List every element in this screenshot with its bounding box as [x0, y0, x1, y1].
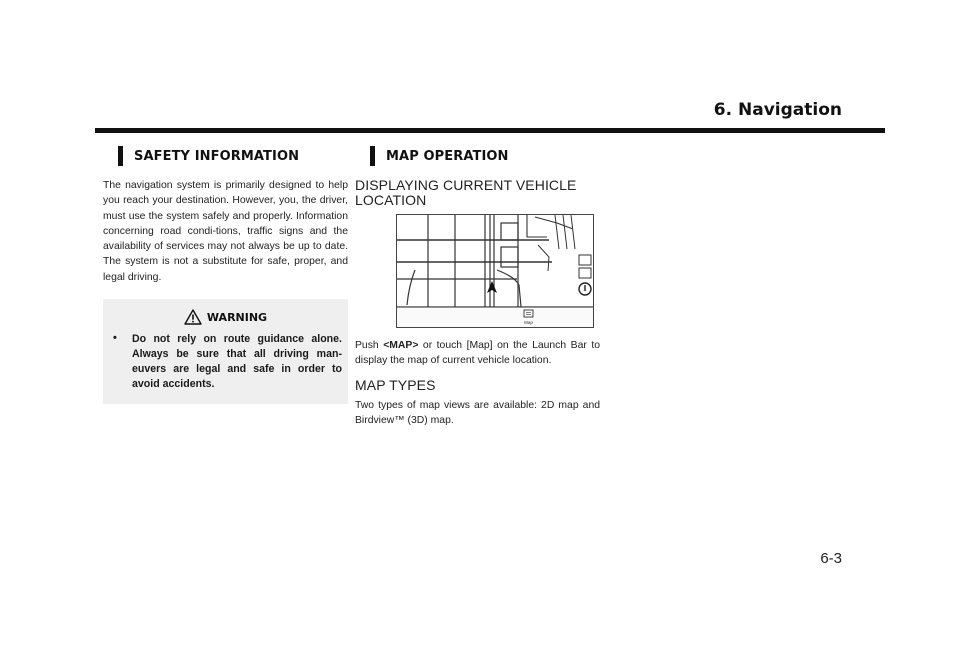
- left-column: [103, 145, 348, 404]
- warning-triangle-icon: [184, 309, 202, 325]
- section-title: SAFETY INFORMATION: [134, 148, 300, 164]
- page-number: 6-3: [820, 550, 842, 567]
- push-suffix: or touch [Map] on the Launch Bar to display the map of current vehicle location.: [355, 340, 600, 367]
- map-illustration-svg: [397, 215, 593, 327]
- warning-item: [103, 332, 348, 392]
- subheading-current-location: DISPLAYING CURRENT VEHICLE LOCATION: [355, 177, 577, 208]
- map-key: <MAP>: [383, 340, 419, 351]
- warning-box: [103, 299, 348, 404]
- safety-paragraph: The navigation system is primarily designed to help you reach your destination. However, you, the driver, must use the system safely and properly. Information concerning road condi-tions, traffic signs and the availability of services may not always be up to date. The system is not a substitute for safe, proper, and legal driving.: [103, 180, 348, 283]
- push-prefix: Push: [355, 340, 384, 351]
- subheading-map-types: MAP TYPES: [355, 376, 436, 393]
- bullet: •: [113, 332, 117, 345]
- warning-label: WARNING: [206, 310, 268, 324]
- warning-text: Do not rely on route guidance alone. Always be sure that all driving man-euvers are legal and safe in order to avoid accidents.: [132, 333, 342, 391]
- map-screen-illustration: [396, 214, 594, 328]
- chapter-title: 6. Navigation: [713, 100, 842, 120]
- map-button-label: Map: [524, 320, 533, 325]
- section-heading-map-operation: [370, 145, 600, 167]
- right-column: [355, 145, 600, 428]
- heading-bar: [370, 146, 375, 166]
- header-rule: [95, 128, 885, 133]
- map-types-paragraph: Two types of map views are available: 2D map and Birdview™ (3D) map.: [355, 399, 600, 426]
- push-map-paragraph: [355, 338, 600, 369]
- heading-bar: [118, 146, 123, 166]
- section-title: MAP OPERATION: [386, 148, 509, 164]
- section-heading-safety: [118, 145, 348, 167]
- warning-header: [103, 308, 348, 326]
